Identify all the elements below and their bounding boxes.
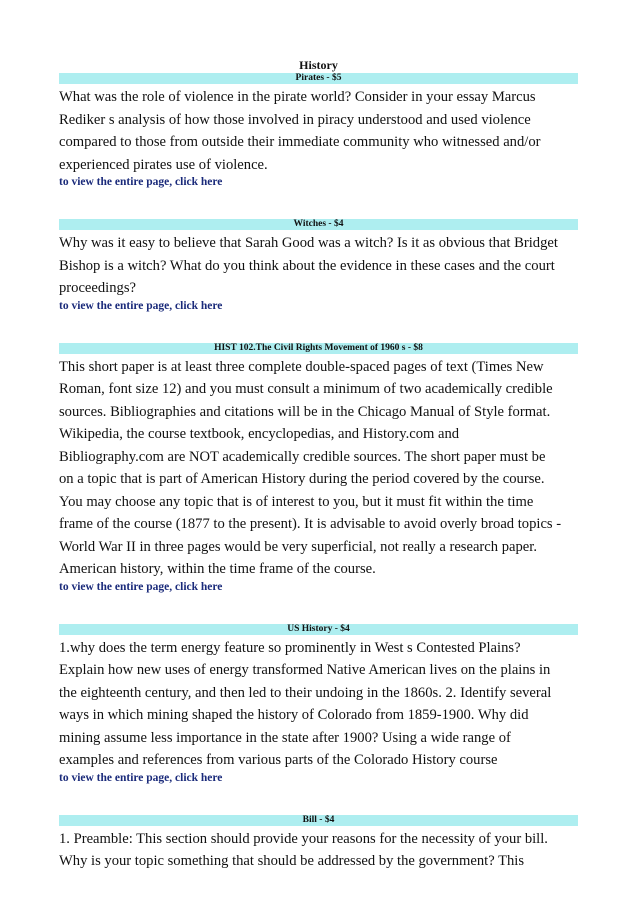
body-line: This short paper is at least three complete double-spaced pages of text (Times New bbox=[59, 358, 544, 375]
view-page-link[interactable]: to view the entire page, click here bbox=[59, 299, 223, 312]
section-bill bbox=[59, 815, 578, 873]
document-page bbox=[59, 58, 578, 873]
body-line: What was the role of violence in the pirate world? Consider in your essay Marcus bbox=[59, 89, 536, 105]
body-line: American history, within the time frame of the course. bbox=[59, 561, 376, 577]
body-line: Explain how new uses of energy transformed Native American lives on the plains in bbox=[59, 662, 551, 678]
section-header: HIST 102.The Civil Rights Movement of 1960 s - $8 bbox=[59, 343, 578, 354]
section-witches bbox=[59, 219, 578, 314]
body-line: sources. Bibliographies and citations will be in the Chicago Manual of Style format. bbox=[59, 403, 551, 420]
view-page-link[interactable]: to view the entire page, click here bbox=[59, 771, 223, 784]
body-line: World War II in three pages would be very superficial, not really a research paper. bbox=[59, 538, 537, 555]
view-page-link[interactable]: to view the entire page, click here bbox=[59, 176, 223, 188]
body-line: ways in which mining shaped the history of Colorado from 1859-1900. Why did bbox=[59, 707, 529, 723]
section-header: Pirates - $5 bbox=[59, 73, 578, 84]
section-body bbox=[59, 828, 578, 873]
section-header: Witches - $4 bbox=[59, 219, 578, 230]
body-line: on a topic that is part of American History during the period covered by the course. bbox=[59, 471, 545, 487]
body-line: Bibliography.com are NOT academically credible sources. The short paper must be bbox=[59, 448, 546, 465]
section-body bbox=[59, 232, 578, 300]
section-gap bbox=[59, 786, 578, 815]
body-line: experienced pirates use of violence. bbox=[59, 156, 268, 173]
section-body bbox=[59, 637, 578, 772]
body-line: You may choose any topic that is of interest to you, but it must fit within the time bbox=[59, 493, 534, 510]
section-gap bbox=[59, 595, 578, 624]
body-line: frame of the course (1877 to the present). It is advisable to avoid overly broad topics - bbox=[59, 516, 562, 532]
section-gap bbox=[59, 190, 578, 219]
section-body bbox=[59, 86, 578, 176]
body-line: compared to those from outside their immediate community who witnessed and/or bbox=[59, 134, 541, 150]
section-header: US History - $4 bbox=[59, 624, 578, 635]
body-line: Rediker s analysis of how those involved in piracy understood and used violence bbox=[59, 111, 531, 128]
body-line: the eighteenth century, and then led to their undoing in the 1860s. 2. Identify several bbox=[59, 684, 552, 701]
body-line: Why was it easy to believe that Sarah Good was a witch? Is it as obvious that Bridget bbox=[59, 235, 558, 251]
section-body bbox=[59, 356, 578, 581]
body-line: Roman, font size 12) and you must consult a minimum of two academically credible bbox=[59, 381, 553, 397]
section-header: Bill - $4 bbox=[59, 815, 578, 826]
page-title: History bbox=[299, 58, 338, 72]
section-pirates bbox=[59, 73, 578, 190]
section-gap bbox=[59, 314, 578, 343]
body-line: proceedings? bbox=[59, 280, 136, 296]
body-line: Why is your topic something that should be addressed by the government? This bbox=[59, 853, 525, 869]
view-page-link[interactable]: to view the entire page, click here bbox=[59, 580, 223, 593]
body-line: examples and references from various parts of the Colorado History course bbox=[59, 752, 498, 768]
body-line: 1. Preamble: This section should provide your reasons for the necessity of your bill. bbox=[59, 830, 548, 847]
body-line: mining assume less importance in the state after 1900? Using a wide range of bbox=[59, 729, 511, 746]
body-line: Bishop is a witch? What do you think about the evidence in these cases and the court bbox=[59, 257, 555, 274]
section-civil-rights bbox=[59, 343, 578, 595]
section-us-history bbox=[59, 624, 578, 786]
body-line: 1.why does the term energy feature so prominently in West s Contested Plains? bbox=[59, 639, 521, 656]
body-line: Wikipedia, the course textbook, encyclopedias, and History.com and bbox=[59, 426, 460, 442]
